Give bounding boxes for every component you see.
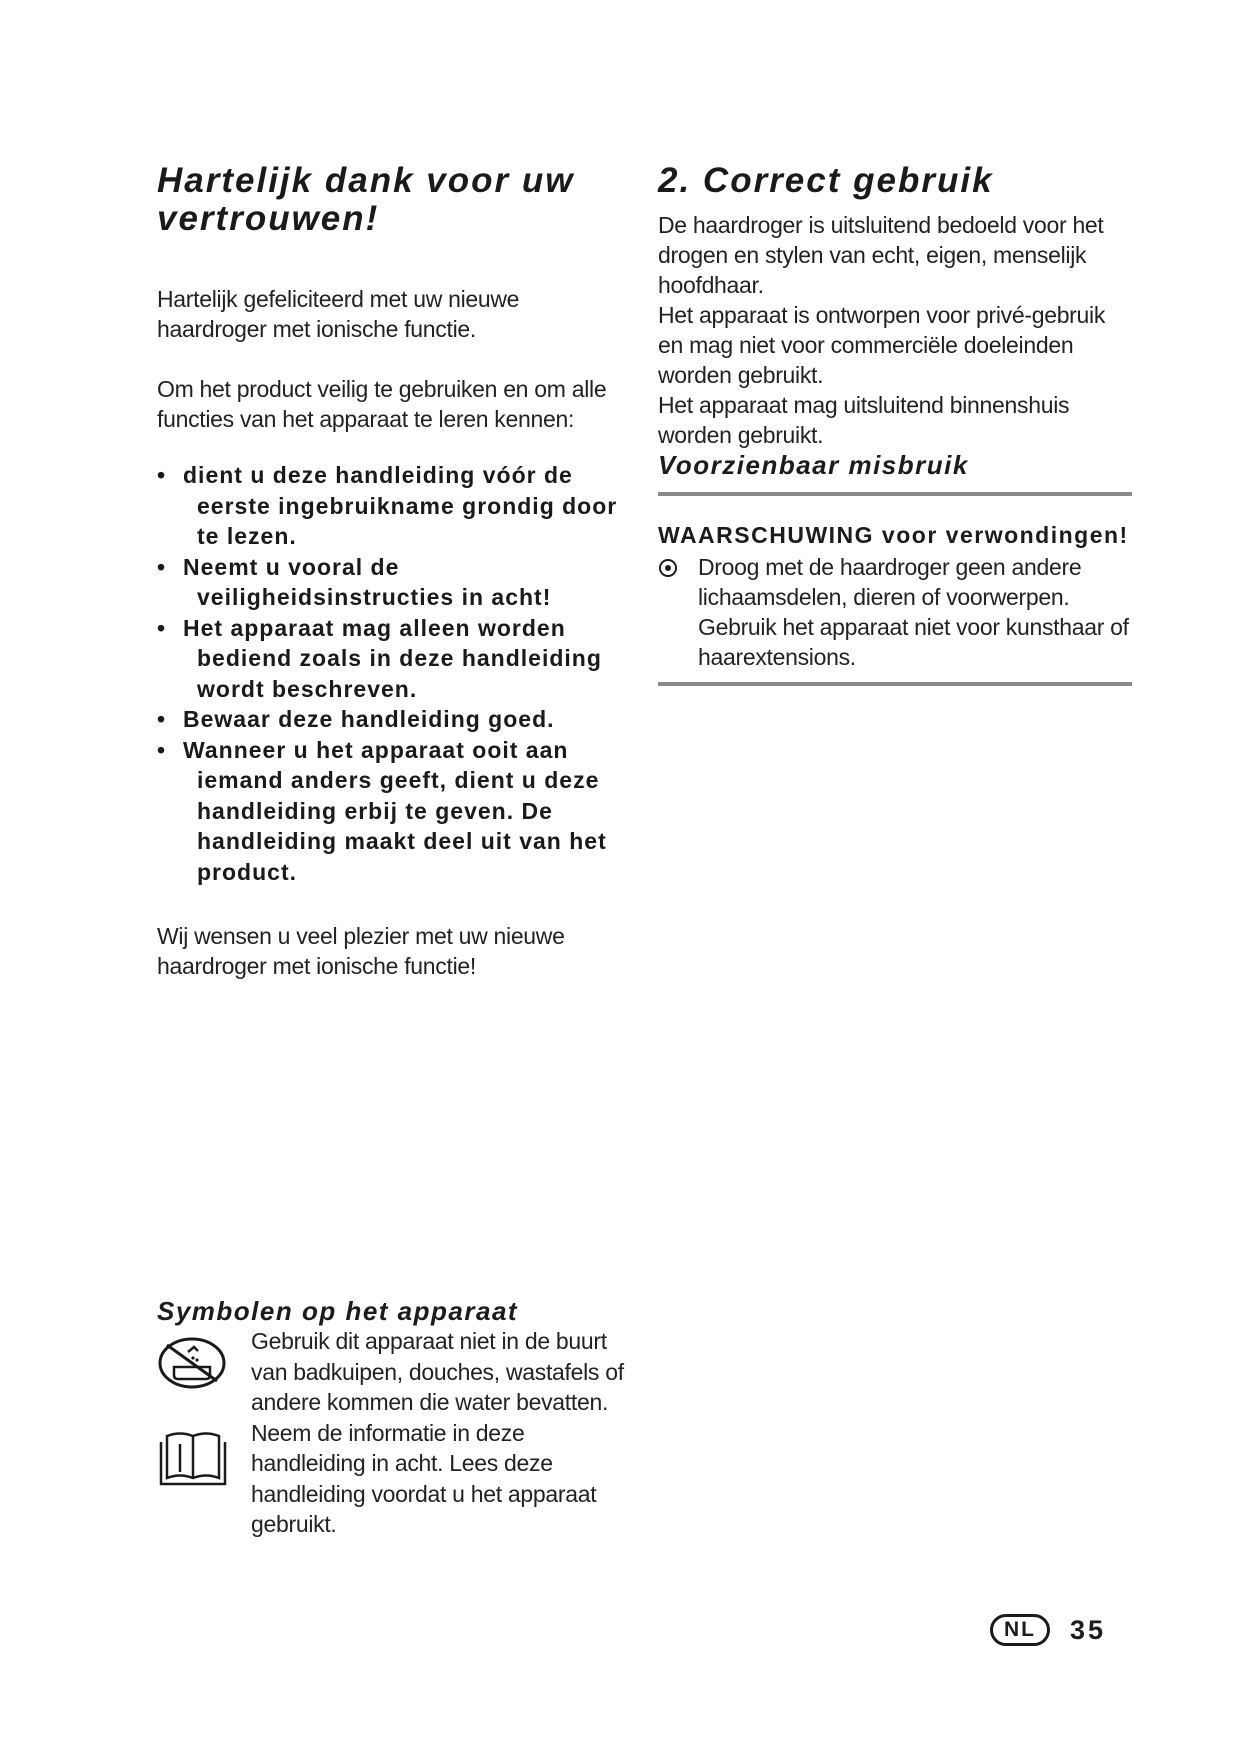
page-number: 35 bbox=[1070, 1614, 1107, 1645]
symbol-row bbox=[157, 1326, 627, 1418]
instruction-list bbox=[157, 460, 627, 887]
left-column bbox=[157, 162, 627, 981]
list-item: • Het apparaat mag alleen worden bediend zoals in deze handleiding wordt beschreven. bbox=[157, 614, 602, 702]
symbol-row bbox=[157, 1418, 627, 1540]
intro-congratulations: Hartelijk gefeliciteerd met uw nieuwe haardroger met ionische functie. bbox=[157, 286, 520, 342]
warning-title: WAARSCHUWING voor verwondingen! bbox=[658, 522, 1129, 548]
indoor-use-text: Het apparaat mag uitsluitend binnenshuis worden gebruikt. bbox=[658, 392, 1070, 448]
symbol-manual-text: Neem de informatie in deze handleiding in acht. Lees deze handleiding voordat u het apparaat gebruikt. bbox=[251, 1419, 597, 1537]
warning-body bbox=[658, 552, 1132, 672]
misuse-title: Voorzienbaar misbruik bbox=[658, 450, 969, 480]
warning-bullet-icon bbox=[658, 558, 678, 583]
intro-purpose: Om het product veilig te gebruiken en om alle functies van het apparaat te leren kennen: bbox=[157, 376, 607, 432]
divider bbox=[658, 682, 1132, 686]
symbols-title: Symbolen op het apparaat bbox=[157, 1296, 519, 1326]
language-badge: NL bbox=[990, 1614, 1050, 1646]
right-column bbox=[658, 162, 1132, 686]
symbol-water-text: Gebruik dit apparaat niet in de buurt van badkuipen, douches, wastafels of andere kommen die water bevatten. bbox=[251, 1328, 624, 1415]
no-water-bath-icon bbox=[157, 1336, 227, 1395]
list-item: • Neemt u vooral de veiligheidsinstructies in acht! bbox=[157, 553, 552, 610]
divider bbox=[658, 492, 1132, 496]
manual-book-icon bbox=[157, 1426, 229, 1491]
warning-text: Droog met de haardroger geen andere lichaamsdelen, dieren of voorwerpen. Gebruik het apparaat niet voor kunsthaar of haarextensions. bbox=[698, 554, 1129, 670]
private-use-text: Het apparaat is ontworpen voor privé-gebruik en mag niet voor commerciële doeleinden worden gebruikt. bbox=[658, 302, 1106, 388]
page-footer bbox=[990, 1612, 1106, 1648]
list-item: • dient u deze handleiding vóór de eerste ingebruikname grondig door te lezen. bbox=[157, 462, 618, 549]
list-item: • Wanneer u het apparaat ooit aan iemand anders geeft, dient u deze handleiding erbij te geven. De handleiding maakt deel uit van het product. bbox=[157, 736, 607, 885]
section-title: 2. Correct gebruik bbox=[658, 161, 994, 200]
list-item: • Bewaar deze handleiding goed. bbox=[157, 706, 555, 732]
page-title: Hartelijk dank voor uw vertrouwen! bbox=[157, 161, 575, 238]
closing-text: Wij wensen u veel plezier met uw nieuwe haardroger met ionische functie! bbox=[157, 923, 565, 979]
symbols-section bbox=[157, 1296, 627, 1540]
intended-use-text: De haardroger is uitsluitend bedoeld voor het drogen en stylen van echt, eigen, menselijk hoofdhaar. bbox=[658, 212, 1104, 298]
